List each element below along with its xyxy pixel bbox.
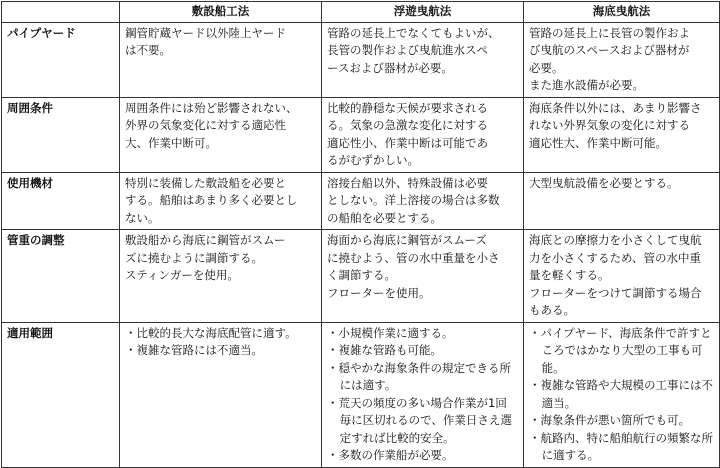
cell: 鋼管貯蔵ヤード以外陸上ヤード は不要。 — [120, 22, 322, 97]
cell: 管路の延長上に長管の製作およ び曳航のスペースおよび器材が 必要。 また進水設備が必要。 — [524, 22, 720, 97]
row-equipment — [2, 172, 720, 230]
cell: 比較的静穏な天候が要求される る。気象の急激な変化に対する 適応性小、作業中断は可能であ るがむずかしい。 — [322, 97, 524, 172]
header-row — [2, 2, 720, 23]
cell: 海面から海底に鋼管がスムーズ に撓むよう、管の水中重量を小さ く調節する。 フローターを使用。 — [322, 230, 524, 323]
row-label: 使用機材 — [2, 172, 120, 230]
header-bottom-tow-method: 海底曳航法 — [524, 2, 720, 23]
cell: ・パイプヤード、海底条件で許すところではかなり大型の工事も可能。 ・複雑な管路や大規模の工事には不適当。 ・海象条件が悪い箇所でも可。 ・航路内、特に船舶航行の頻繁な所に適する。 — [524, 322, 720, 467]
cell: 海底との摩擦力を小さくして曳航 力を小さくするため、管の水中重 量を軽くする。 フローターをつけて調節する場合 もある。 — [524, 230, 720, 323]
row-pipe-yard — [2, 22, 720, 97]
header-barge-method: 敷設船工法 — [120, 2, 322, 23]
row-label: パイプヤード — [2, 22, 120, 97]
row-surrounding-conditions — [2, 97, 720, 172]
cell: 特別に装備した敷設船を必要と する。船舶はあまり多く必要とし ない。 — [120, 172, 322, 230]
row-label: 適用範囲 — [2, 322, 120, 467]
row-label: 周囲条件 — [2, 97, 120, 172]
cell: 周囲条件には殆ど影響されない、 外界の気象変化に対する適応性 大、作業中断可。 — [120, 97, 322, 172]
header-corner — [2, 2, 120, 23]
cell: 海底条件以外には、あまり影響さ れない外界気象の変化に対する 適応性大、作業中断可能。 — [524, 97, 720, 172]
cell: 大型曳航設備を必要とする。 — [524, 172, 720, 230]
row-pipe-weight-adjustment — [2, 230, 720, 323]
row-label: 管重の調整 — [2, 230, 120, 323]
cell: ・小規模作業に適する。 ・複雑な管路も可能。 ・穏やかな海象条件の規定できる所には適す。 ・荒天の頻度の多い場合作業が1回毎に区切れるので、作業日さえ選定すれば比較的安全。 ・多数の作業船が必要。 — [322, 322, 524, 467]
comparison-table — [1, 1, 720, 468]
cell: 溶接台船以外、特殊設備は必要 としない。洋上溶接の場合は多数 の船舶を必要とする。 — [322, 172, 524, 230]
header-float-tow-method: 浮遊曳航法 — [322, 2, 524, 23]
cell: 敷設船から海底に鋼管がスムー ズに撓むように調節する。 スティンガーを使用。 — [120, 230, 322, 323]
row-scope-of-application — [2, 322, 720, 467]
cell: ・比較的長大な海底配管に適す。 ・複雑な管路には不適当。 — [120, 322, 322, 467]
cell: 管路の延長上でなくてもよいが、 長管の製作および曳航進水スペ ースおよび器材が必要。 — [322, 22, 524, 97]
